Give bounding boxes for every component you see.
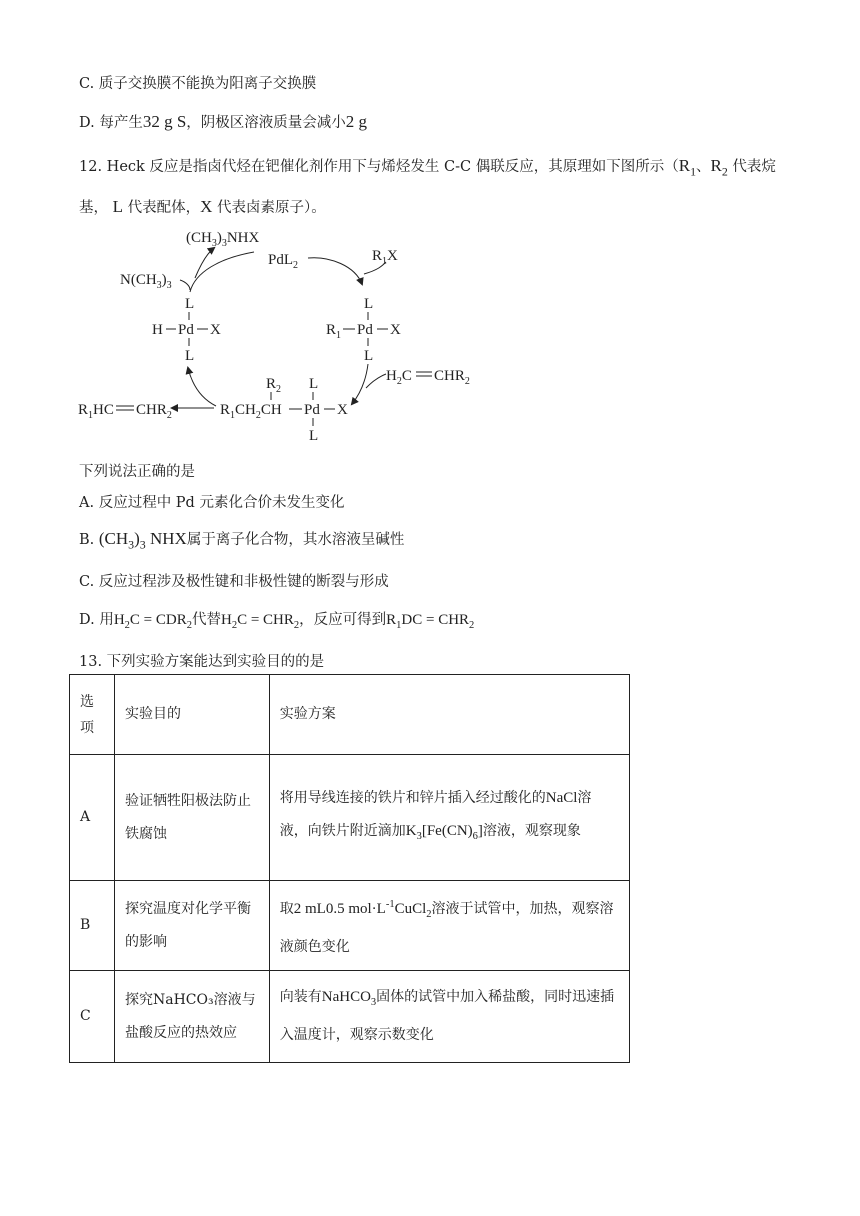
- svg-text:X: X: [210, 322, 221, 338]
- q12-stem-a: 12. Heck 反应是指卤代烃在钯催化剂作用下与烯烃发生 C-C 偶联反应，其原理如下图所示（: [79, 159, 679, 175]
- table-header-row: [70, 675, 630, 755]
- svg-text:L: L: [309, 428, 319, 444]
- heck-cycle-diagram: [70, 222, 510, 452]
- q12-sep: 、: [696, 159, 711, 175]
- label-ch3-3nhx: $(CH_3)_3NHX$: [186, 230, 260, 249]
- right-complex-l-top: L: [364, 296, 374, 312]
- row-c-plan: 向装有NaHCO$_3$固体的试管中加入稀盐酸，同时迅速插入温度计，观察示数变化: [269, 971, 629, 1063]
- header-plan: 实验方案: [269, 675, 629, 755]
- row-b-goal: 探究温度对化学平衡的影响: [114, 881, 269, 971]
- svg-text:R2: $R_2$: [266, 376, 282, 395]
- q12-stem-e: 代表卤素原子）。: [217, 200, 326, 217]
- label-r1x: $R_1X$: [372, 248, 398, 267]
- right-complex-l-bottom: L: [364, 348, 374, 364]
- q12-stem: [79, 148, 799, 226]
- row-b-key: B: [70, 881, 115, 971]
- row-a-plan: 将用导线连接的铁片和锌片插入经过酸化的NaCl溶液，向铁片附近滴加$K_3[Fe(CN)_6]$溶液，观察现象: [269, 755, 629, 881]
- row-c-goal: 探究NaHCO₃溶液与盐酸反应的热效应: [114, 971, 269, 1063]
- svg-text:Pd: Pd: [304, 402, 320, 418]
- experiment-table: [69, 674, 630, 1063]
- q11-option-c: C. 质子交换膜不能换为阳离子交换膜: [79, 76, 317, 92]
- label-alkene: $H_2C$: [386, 368, 412, 387]
- table-row: [70, 971, 630, 1063]
- q11-option-d: [79, 111, 367, 132]
- svg-text:CHR2: $CHR_2$: [136, 402, 172, 421]
- label-bottom-complex: $R_1CH_2CH$: [220, 402, 282, 421]
- svg-text:X: X: [337, 402, 348, 418]
- header-option: 选项: [70, 675, 115, 755]
- header-goal: 实验目的: [114, 675, 269, 755]
- svg-text:CHR2: $CHR_2$: [434, 368, 470, 387]
- label-pdl2: PdL$_2$: [268, 252, 299, 271]
- sym-r2: $R_2$: [710, 156, 728, 179]
- label-n-ch3-3: $N(CH_3)_3$: [120, 272, 172, 291]
- row-a-goal: 验证牺牲阳极法防止铁腐蚀: [114, 755, 269, 881]
- q12-option-d: D. 用$H_2C = CDR_2$代替$H_2C = CHR_2$，反应可得到$R_1DC = CHR_2$: [79, 612, 475, 631]
- svg-text:L: L: [309, 376, 319, 392]
- q11-option-d-pre: D. 每产生: [79, 115, 143, 131]
- q12-ask: 下列说法正确的是: [79, 464, 195, 480]
- row-c-key: C: [70, 971, 115, 1063]
- label-product: $R_1HC$: [78, 402, 114, 421]
- table-row: [70, 755, 630, 881]
- row-a-key: A: [70, 755, 115, 881]
- q11-option-d-val2: 2 g: [345, 112, 368, 131]
- left-complex-l-top: L: [185, 296, 195, 312]
- q12-option-c: C. 反应过程涉及极性键和非极性键的断裂与形成: [79, 574, 389, 590]
- q12-stem-b: 代表烷: [732, 159, 776, 175]
- right-complex-center: $R_1$: [326, 322, 342, 341]
- q12-stem-c: 基，: [79, 200, 108, 217]
- left-complex-center: H: [152, 322, 163, 338]
- table-row: [70, 881, 630, 971]
- q11-option-d-val: 32 g S: [142, 112, 187, 131]
- row-b-plan: 取2 mL0.5 $mol\cdot L^{-1}CuCl_2$溶液于试管中，加热，观察溶液颜色变化: [269, 881, 629, 971]
- q12-stem-d: 代表配体，: [127, 200, 201, 217]
- q13-stem: 13. 下列实验方案能达到实验目的的是: [79, 654, 325, 670]
- svg-text:Pd: Pd: [178, 322, 194, 338]
- svg-text:X: X: [390, 322, 401, 338]
- svg-text:Pd: Pd: [357, 322, 373, 338]
- q12-option-a: A. 反应过程中 Pd 元素化合价未发生变化: [79, 495, 345, 511]
- sym-r1: $R_1$: [678, 156, 697, 179]
- sym-l: L: [112, 197, 123, 217]
- left-complex-l-bottom: L: [185, 348, 195, 364]
- q12-option-b: B. $(CH_3)_3$ NHX属于离子化合物，其水溶液呈碱性: [79, 529, 405, 552]
- sym-x: X: [200, 197, 213, 217]
- q11-option-d-mid: ，阴极区溶液质量会减小: [186, 115, 346, 131]
